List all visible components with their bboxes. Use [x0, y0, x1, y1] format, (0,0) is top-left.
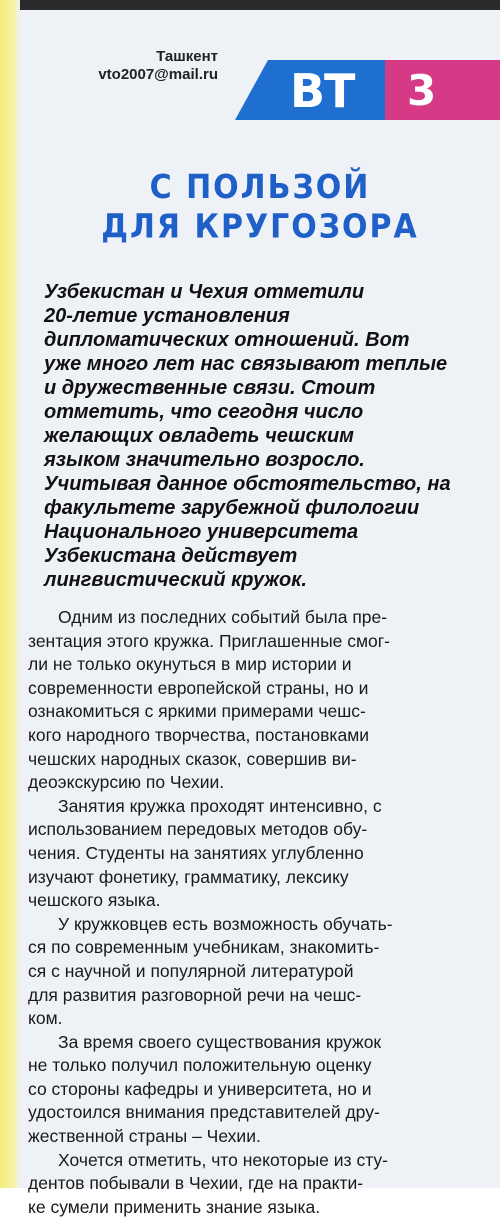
lead-line: лингвистический кружок.	[44, 569, 307, 591]
header-email: vto2007@mail.ru	[98, 66, 218, 83]
body-line: современности европейской страны, но и	[28, 677, 369, 698]
logo-text: ВТ	[290, 64, 355, 118]
page-number-block	[385, 60, 500, 120]
header-contact	[98, 48, 218, 84]
lead-line: 20-летие установления	[44, 305, 290, 327]
body-line: для развития разговорной речи на чешс-	[28, 984, 362, 1005]
body-line: Занятия кружка проходят интенсивно, с	[58, 795, 382, 816]
body-line: ся по современным учебникам, знакомить-	[28, 937, 380, 958]
body-line: ли не только окунуться в мир истории и	[28, 654, 352, 675]
body-line: чешского языка.	[28, 890, 161, 911]
body-line: ке сумели применить знание языка.	[28, 1196, 321, 1217]
top-edge-shadow	[0, 0, 500, 10]
body-line: чешских народных сказок, совершив ви-	[28, 748, 357, 769]
body-line: зентация этого кружка. Приглашенные смог-	[28, 630, 390, 651]
lead-line: желающих овладеть чешским	[44, 425, 354, 447]
lead-line: уже много лет нас связывают теплые	[44, 353, 448, 375]
body-line: Хочется отметить, что некоторые из сту-	[58, 1149, 388, 1170]
header-city: Ташкент	[156, 48, 218, 65]
body-line: не только получил положительную оценку	[28, 1055, 372, 1076]
article-title	[100, 168, 420, 247]
body-line: ознакомиться с яркими примерами чешс-	[28, 701, 366, 722]
body-paragraph	[28, 606, 478, 795]
body-paragraph	[28, 1031, 478, 1149]
lead-line: Национального университета	[44, 521, 359, 543]
article-body	[28, 606, 478, 1219]
yellow-margin-strip	[0, 0, 20, 1188]
body-line: У кружковцев есть возможность обучать-	[58, 913, 393, 934]
body-line: кого народного творчества, постановками	[28, 724, 370, 745]
article-lead	[44, 280, 480, 592]
lead-line: Узбекистан и Чехия отметили	[44, 281, 365, 303]
lead-line: Учитывая данное обстоятельство, на	[44, 473, 451, 495]
lead-line: Узбекистана действует	[44, 545, 298, 567]
body-line: удостоился внимания представителей дру-	[28, 1102, 380, 1123]
title-line: ДЛЯ КРУГОЗОРА	[101, 208, 419, 247]
body-line: деоэкскурсию по Чехии.	[28, 772, 225, 793]
lead-line: отметить, что сегодня число	[44, 401, 364, 423]
page-number: 3	[407, 66, 437, 115]
lead-line: и дружественные связи. Стоит	[44, 377, 376, 399]
body-line: За время своего существования кружок	[58, 1031, 382, 1052]
body-line: ся с научной и популярной литературой	[28, 960, 354, 981]
lead-line: языком значительно возросло.	[44, 449, 365, 471]
newspaper-logo	[235, 60, 500, 120]
body-line: Одним из последних событий была пре-	[58, 607, 388, 627]
body-line: со стороны кафедры и университета, но и	[28, 1078, 372, 1099]
lead-line: факультете зарубежной филологии	[44, 497, 420, 519]
body-line: использованием передовых методов обу-	[28, 819, 368, 840]
body-line: изучают фонетику, грамматику, лексику	[28, 866, 349, 887]
title-line: С ПОЛЬЗОЙ	[149, 168, 371, 207]
body-line: ком.	[28, 1008, 63, 1029]
body-line: чения. Студенты на занятиях углубленно	[28, 842, 364, 863]
body-line: жественной страны – Чехии.	[28, 1126, 261, 1147]
body-paragraph	[28, 913, 478, 1031]
body-paragraph	[28, 795, 478, 913]
body-line: дентов побывали в Чехии, где на практи-	[28, 1173, 364, 1194]
lead-line: дипломатических отношений. Вот	[44, 329, 410, 351]
body-paragraph	[28, 1149, 478, 1219]
